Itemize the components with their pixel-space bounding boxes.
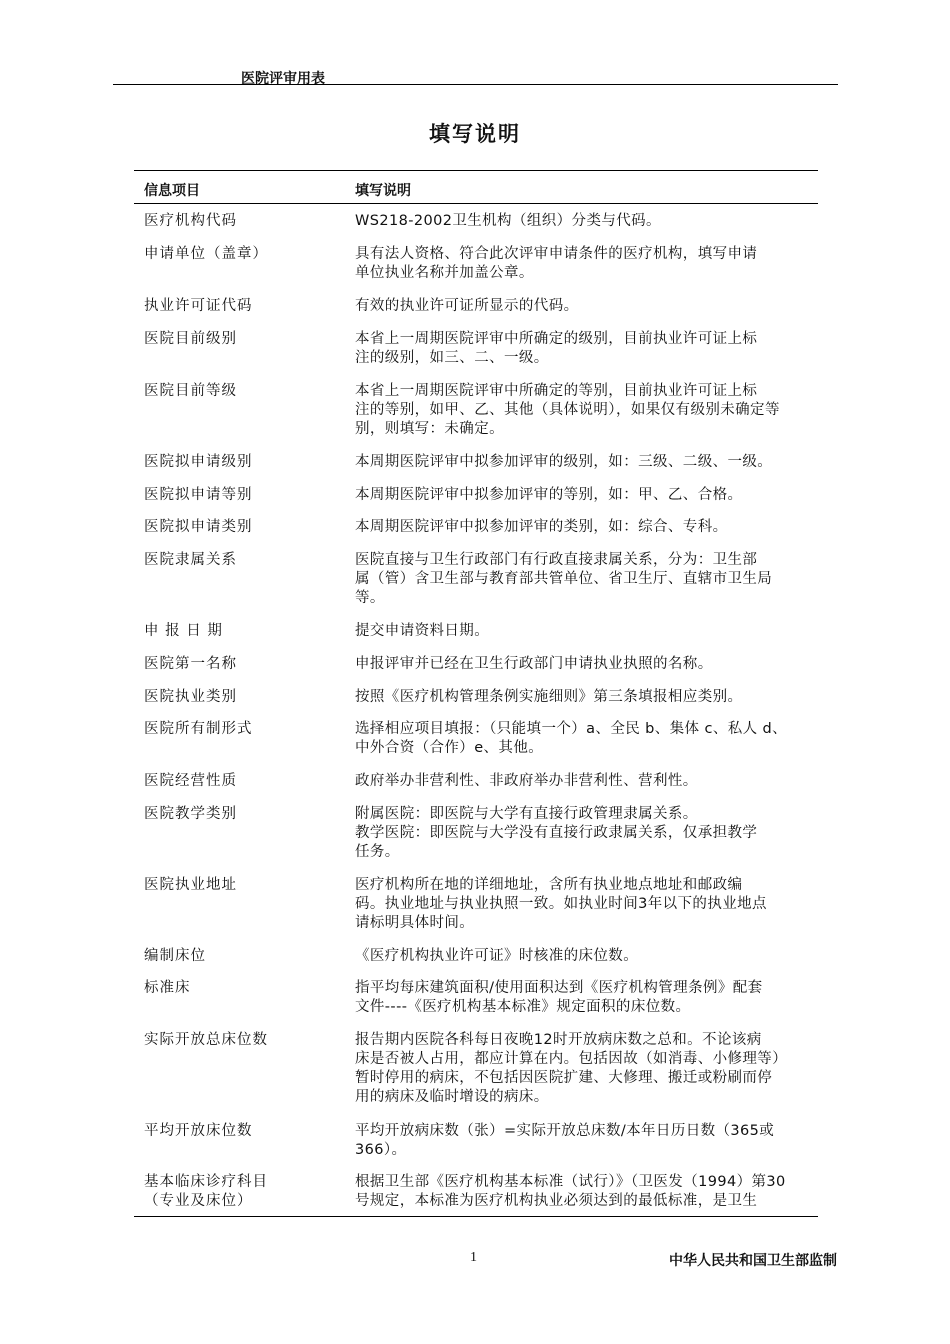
- row-item-label: [144, 486, 334, 505]
- item-line: 医院所有制形式: [144, 721, 253, 737]
- row-description: [355, 212, 810, 231]
- description-line: 码。执业地址与执业执照一致。如执业时间3年以下的执业地点: [355, 896, 767, 912]
- row-item-label: [144, 979, 334, 998]
- description-line: 号规定，本标准为医疗机构执业必须达到的最低标准，是卫生: [355, 1193, 758, 1209]
- description-line: 平均开放病床数（张）=实际开放总床数/本年日历日数（365或: [355, 1123, 775, 1139]
- table-top-rule: [134, 170, 818, 171]
- row-item-label: [144, 720, 334, 739]
- table-bottom-rule: [134, 1216, 818, 1217]
- description-line: 本省上一周期医院评审中所确定的等别，目前执业许可证上标: [355, 383, 758, 399]
- row-item-label: [144, 805, 334, 824]
- description-line: 政府举办非营利性、非政府举办非营利性、营利性。: [355, 773, 698, 789]
- item-line: （专业及床位）: [144, 1193, 253, 1209]
- row-description: [355, 382, 810, 439]
- item-line: 执业许可证代码: [144, 298, 253, 314]
- description-line: WS218-2002卫生机构（组织）分类与代码。: [355, 213, 661, 229]
- header-rule: [113, 84, 838, 85]
- description-line: 暂时停用的病床，不包括因医院扩建、大修理、搬迁或粉刷而停: [355, 1070, 773, 1086]
- row-description: [355, 622, 810, 641]
- item-line: 申 报 日 期: [144, 623, 223, 639]
- description-line: 《医疗机构执业许可证》时核准的床位数。: [355, 948, 639, 964]
- description-line: 申报评审并已经在卫生行政部门申请执业执照的名称。: [355, 656, 713, 672]
- row-item-label: [144, 382, 334, 401]
- description-line: 附属医院：即医院与大学有直接行政管理隶属关系。: [355, 806, 698, 822]
- row-description: [355, 720, 810, 758]
- description-line: 单位执业名称并加盖公章。: [355, 265, 534, 281]
- column-header-desc: 填写说明: [355, 183, 411, 199]
- description-line: 具有法人资格、符合此次评审申请条件的医疗机构，填写申请: [355, 246, 758, 262]
- description-line: 医院直接与卫生行政部门有行政直接隶属关系，分为：卫生部: [355, 552, 758, 568]
- description-line: 任务。: [355, 844, 400, 860]
- page-title: 填写说明: [429, 122, 521, 146]
- row-description: [355, 876, 810, 933]
- row-description: [355, 330, 810, 368]
- description-line: 教学医院：即医院与大学没有直接行政隶属关系，仅承担教学: [355, 825, 758, 841]
- description-line: 366）。: [355, 1142, 407, 1158]
- item-line: 医院教学类别: [144, 806, 237, 822]
- description-line: 请标明具体时间。: [355, 915, 475, 931]
- row-description: [355, 1173, 810, 1211]
- row-description: [355, 551, 810, 608]
- header-form-name: 医院评审用表: [241, 71, 325, 87]
- description-line: 报告期内医院各科每日夜晚12时开放病床数之总和。不论该病: [355, 1032, 762, 1048]
- row-description: [355, 453, 810, 472]
- row-item-label: [144, 1173, 334, 1211]
- row-item-label: [144, 947, 334, 966]
- description-line: 有效的执业许可证所显示的代码。: [355, 298, 579, 314]
- item-line: 医院拟申请级别: [144, 454, 253, 470]
- item-line: 医院目前等级: [144, 383, 237, 399]
- footer-organization: 中华人民共和国卫生部监制: [669, 1253, 837, 1269]
- item-line: 医院经营性质: [144, 773, 237, 789]
- item-line: 实际开放总床位数: [144, 1032, 268, 1048]
- row-description: [355, 486, 810, 505]
- item-line: 医院执业地址: [144, 877, 237, 893]
- row-item-label: [144, 1031, 334, 1050]
- item-line: 基本临床诊疗科目: [144, 1174, 268, 1190]
- description-line: 中外合资（合作）e、其他。: [355, 740, 544, 756]
- row-description: [355, 947, 810, 966]
- row-item-label: [144, 551, 334, 570]
- item-line: 医院目前级别: [144, 331, 237, 347]
- row-description: [355, 518, 810, 537]
- description-line: 提交申请资料日期。: [355, 623, 490, 639]
- description-line: 床是否被人占用，都应计算在内。包括因故（如消毒、小修理等）: [355, 1051, 788, 1067]
- description-line: 文件----《医疗机构基本标准》规定面积的床位数。: [355, 999, 691, 1015]
- item-line: 医疗机构代码: [144, 213, 237, 229]
- item-line: 医院拟申请等别: [144, 487, 253, 503]
- row-description: [355, 805, 810, 862]
- description-line: 本周期医院评审中拟参加评审的类别，如：综合、专科。: [355, 519, 728, 535]
- row-description: [355, 655, 810, 674]
- row-item-label: [144, 297, 334, 316]
- item-line: 编制床位: [144, 948, 206, 964]
- row-item-label: [144, 655, 334, 674]
- description-line: 用的病床及临时增设的病床。: [355, 1089, 549, 1105]
- table-header-rule: [134, 203, 818, 204]
- row-item-label: [144, 772, 334, 791]
- row-description: [355, 772, 810, 791]
- row-item-label: [144, 622, 334, 641]
- row-item-label: [144, 453, 334, 472]
- item-line: 标准床: [144, 980, 191, 996]
- description-line: 等。: [355, 590, 385, 606]
- item-line: 平均开放床位数: [144, 1123, 253, 1139]
- row-description: [355, 979, 810, 1017]
- row-item-label: [144, 688, 334, 707]
- row-description: [355, 245, 810, 283]
- page-number: 1: [470, 1250, 477, 1265]
- row-item-label: [144, 245, 334, 264]
- description-line: 注的级别，如三、二、一级。: [355, 350, 549, 366]
- description-line: 根据卫生部《医疗机构基本标准（试行）》（卫医发（1994）第30: [355, 1174, 786, 1190]
- description-line: 本省上一周期医院评审中所确定的级别，目前执业许可证上标: [355, 331, 758, 347]
- row-item-label: [144, 212, 334, 231]
- item-line: 医院第一名称: [144, 656, 237, 672]
- description-line: 属（管）含卫生部与教育部共管单位、省卫生厅、直辖市卫生局: [355, 571, 773, 587]
- column-header-item: 信息项目: [144, 183, 200, 199]
- item-line: 医院拟申请类别: [144, 519, 253, 535]
- row-item-label: [144, 876, 334, 895]
- description-line: 别，则填写：未确定。: [355, 421, 504, 437]
- description-line: 指平均每床建筑面积/使用面积达到《医疗机构管理条例》配套: [355, 980, 763, 996]
- description-line: 医疗机构所在地的详细地址，含所有执业地点地址和邮政编: [355, 877, 743, 893]
- row-item-label: [144, 330, 334, 349]
- description-line: 选择相应项目填报：（只能填一个）a、全民 b、集体 c、私人 d、: [355, 721, 788, 737]
- row-description: [355, 1031, 810, 1107]
- description-line: 注的等别，如甲、乙、其他（具体说明），如果仅有级别未确定等: [355, 402, 780, 418]
- item-line: 申请单位（盖章）: [144, 246, 268, 262]
- row-description: [355, 688, 810, 707]
- row-description: [355, 297, 810, 316]
- description-line: 本周期医院评审中拟参加评审的级别，如：三级、二级、一级。: [355, 454, 773, 470]
- row-item-label: [144, 518, 334, 537]
- row-item-label: [144, 1122, 334, 1141]
- row-description: [355, 1122, 810, 1160]
- description-line: 按照《医疗机构管理条例实施细则》第三条填报相应类别。: [355, 689, 743, 705]
- description-line: 本周期医院评审中拟参加评审的等别，如：甲、乙、合格。: [355, 487, 743, 503]
- item-line: 医院隶属关系: [144, 552, 237, 568]
- item-line: 医院执业类别: [144, 689, 237, 705]
